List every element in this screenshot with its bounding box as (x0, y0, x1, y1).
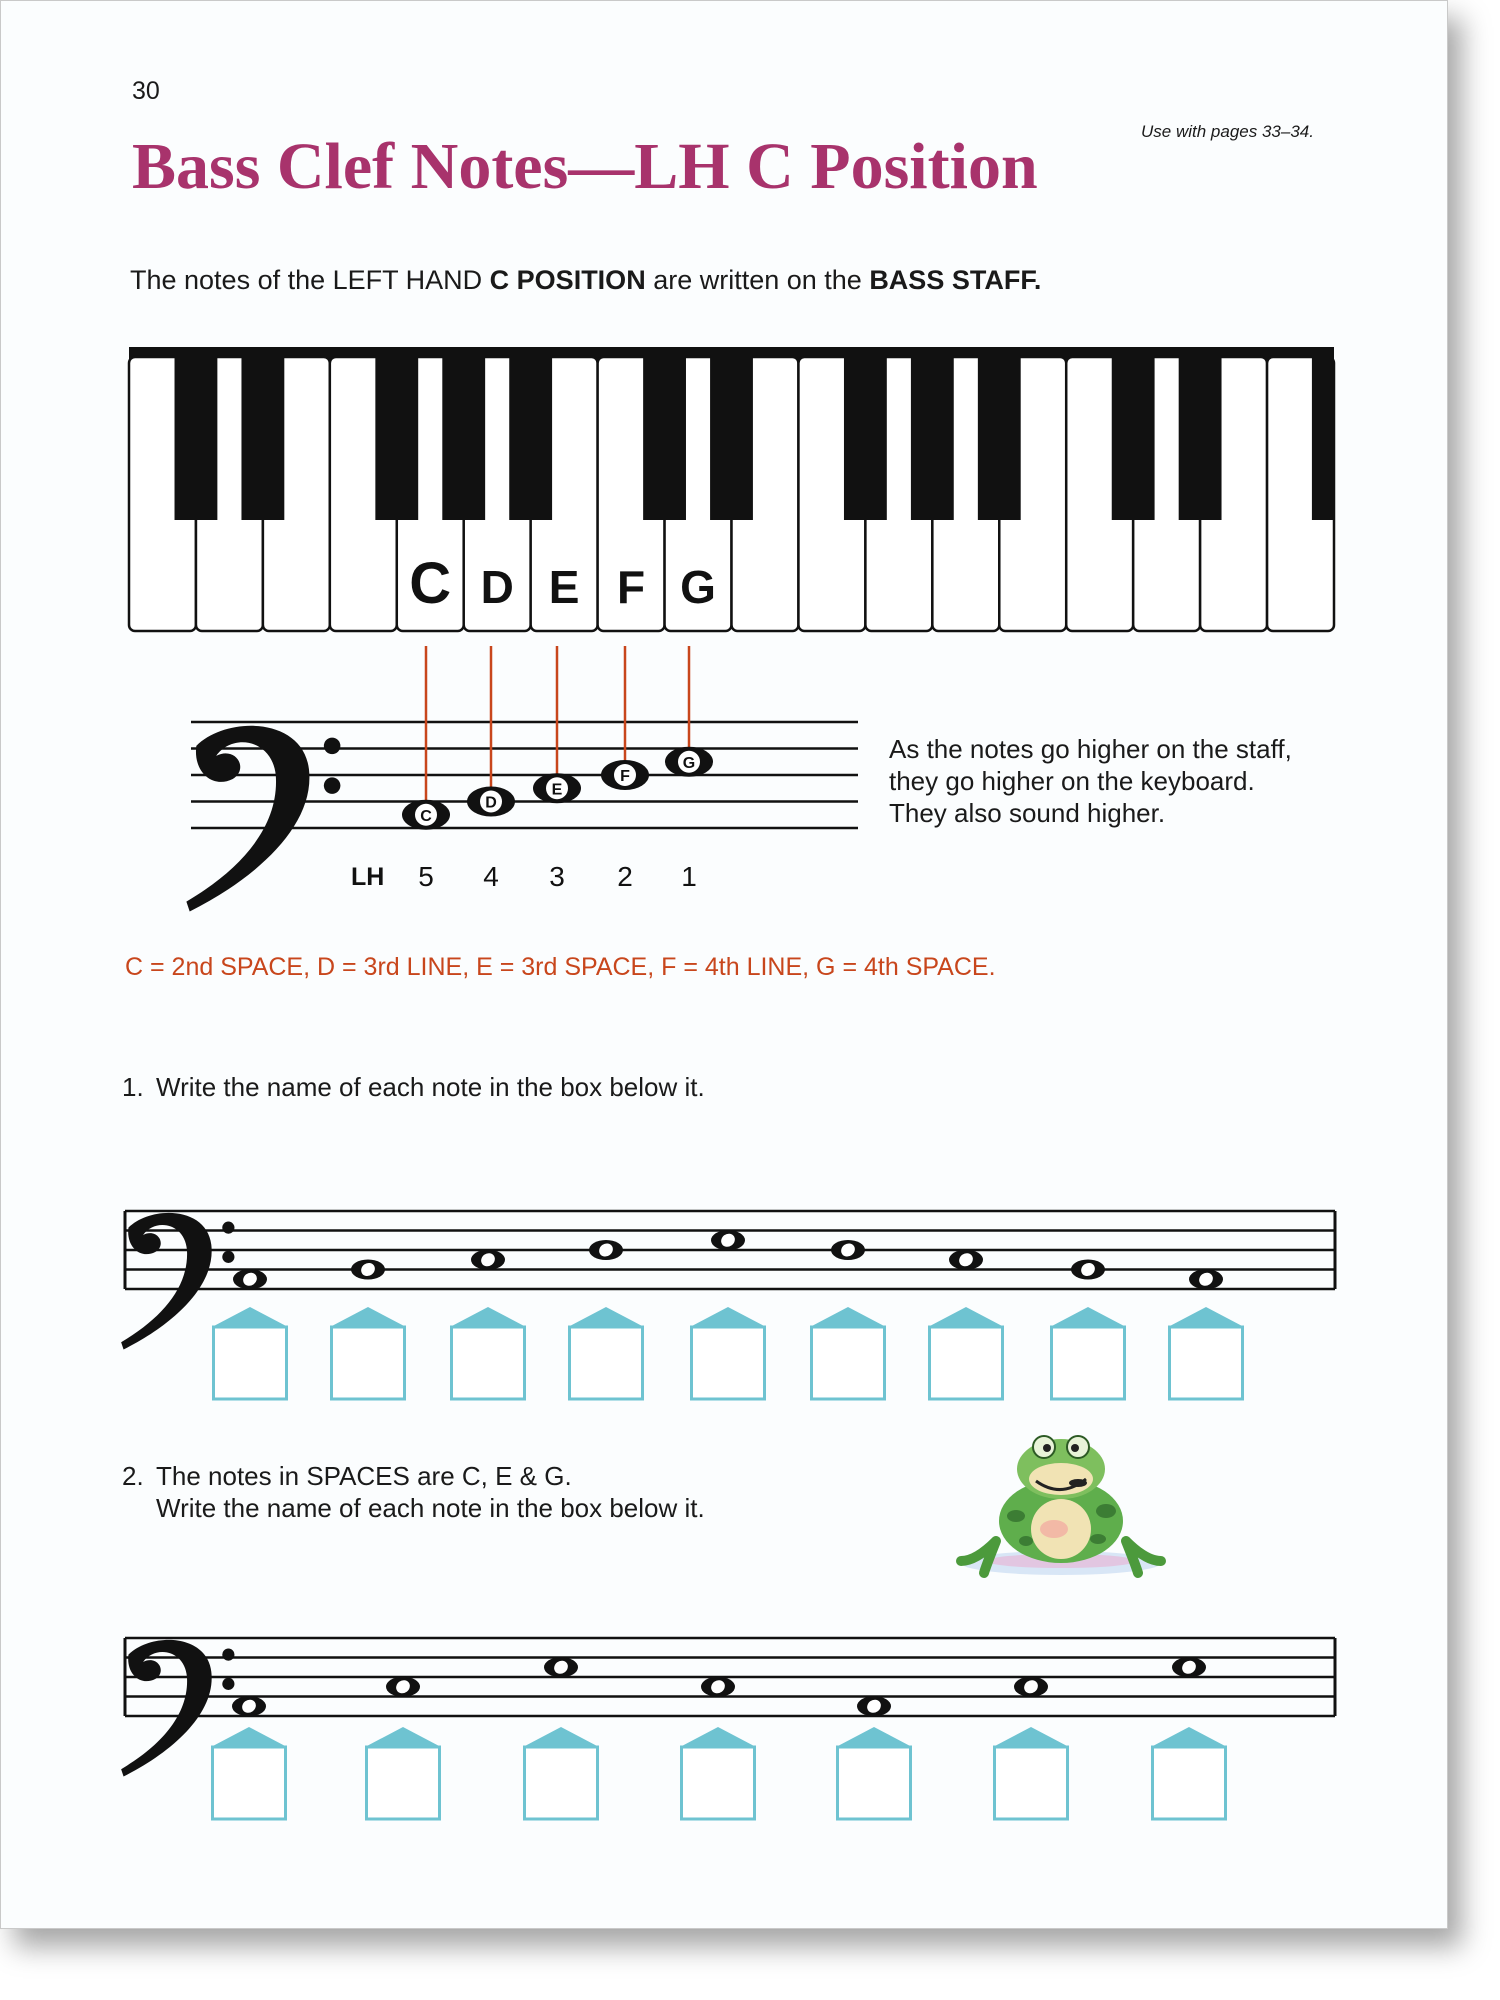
answer-box-roof (680, 1727, 756, 1747)
exercise-2-staff (1, 1, 1447, 1928)
finger-number: 2 (617, 861, 633, 892)
page-number: 30 (132, 77, 160, 105)
whole-note (232, 1696, 266, 1716)
answer-box (365, 1727, 441, 1819)
answer-box (836, 1727, 912, 1819)
key-label: G (680, 561, 716, 613)
whole-note (544, 1657, 578, 1677)
answer-box-field (838, 1747, 911, 1819)
explanation-line: they go higher on the keyboard. (889, 766, 1255, 796)
answer-box-roof (1151, 1727, 1227, 1747)
finger-number: 5 (418, 861, 434, 892)
answer-box-roof (993, 1727, 1069, 1747)
answer-box (211, 1727, 287, 1819)
answer-box (993, 1727, 1069, 1819)
key-label: C (409, 551, 452, 616)
page-title: Bass Clef Notes—LH C Position (132, 130, 1038, 203)
answer-box (523, 1727, 599, 1819)
exercise-number: 2. (122, 1461, 144, 1491)
page-reference-note: Use with pages 33–34. (1141, 122, 1314, 141)
note-letter: D (485, 794, 497, 812)
answer-box (1151, 1727, 1227, 1819)
exercise-text: Write the name of each note in the box below it. (156, 1072, 705, 1102)
finger-number: 4 (483, 861, 499, 892)
answer-box-field (995, 1747, 1068, 1819)
exercise-text: Write the name of each note in the box below it. (156, 1493, 705, 1523)
explanation-line: They also sound higher. (889, 798, 1166, 828)
whole-note (701, 1677, 735, 1697)
answer-box-field (525, 1747, 598, 1819)
intro-text-bold2: BASS STAFF. (869, 265, 1042, 295)
answer-box-field (1153, 1747, 1226, 1819)
answer-box-roof (211, 1727, 287, 1747)
note-letter: C (420, 807, 432, 825)
bass-clef-dot (222, 1678, 234, 1690)
whole-note (1014, 1677, 1048, 1697)
intro-text-part2: are written on the (645, 265, 870, 295)
finger-number: 3 (549, 861, 565, 892)
bass-clef-shape (121, 1640, 212, 1777)
note-letter: G (682, 754, 696, 772)
whole-note (386, 1677, 420, 1697)
answer-box-roof (836, 1727, 912, 1747)
note-letter: F (620, 768, 630, 785)
answer-box-roof (365, 1727, 441, 1747)
exercise-text: The notes in SPACES are C, E & G. (156, 1461, 572, 1491)
note-positions-legend: C = 2nd SPACE, D = 3rd LINE, E = 3rd SPACE, F = 4th LINE, G = 4th SPACE. (125, 953, 996, 981)
exercise-number: 1. (122, 1072, 144, 1102)
intro-text-bold1: C POSITION (489, 265, 646, 295)
explanation-line: As the notes go higher on the staff, (889, 734, 1292, 764)
bass-clef-dot (222, 1649, 234, 1661)
answer-box-field (682, 1747, 755, 1819)
whole-note (1172, 1657, 1206, 1677)
note-letter: E (551, 781, 563, 799)
answer-box (680, 1727, 756, 1819)
key-label: E (548, 561, 580, 613)
answer-box-field (213, 1747, 286, 1819)
whole-note (857, 1696, 891, 1716)
key-label: F (617, 561, 646, 613)
key-label: D (480, 561, 514, 613)
finger-number: 1 (681, 861, 697, 892)
hand-label: LH (351, 863, 385, 891)
answer-box-roof (523, 1727, 599, 1747)
intro-text-part1: The notes of the LEFT HAND (130, 265, 490, 295)
answer-box-field (367, 1747, 440, 1819)
